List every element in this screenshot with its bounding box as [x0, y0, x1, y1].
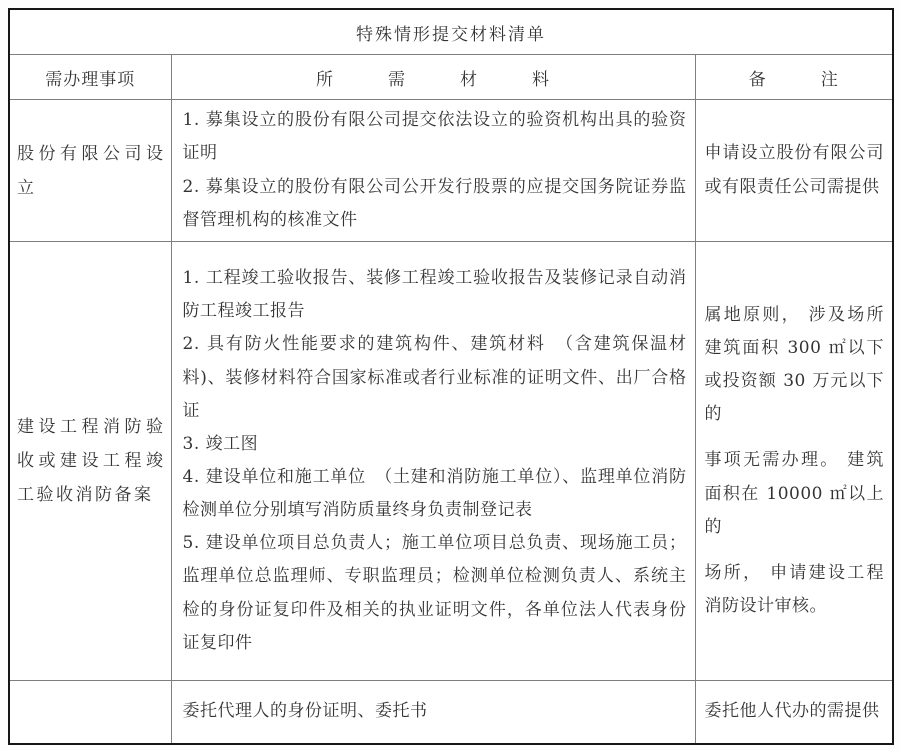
text-line: 2. 具有防火性能要求的建筑构件、建筑材料 （含建筑保温材料)、装修材料符合国家标准或者行业标准的证明文件、出厂合格证	[182, 334, 687, 421]
text-line: 场所， 申请建设工程消防设计审核。	[704, 562, 885, 616]
column-header-remarks: 备 注	[695, 55, 893, 100]
text-line: 委托代理人的身份证明、委托书	[182, 701, 428, 722]
special-materials-table	[8, 8, 894, 745]
text-line: 2. 募集设立的股份有限公司公开发行股票的应提交国务院证券监督管理机构的核准文件	[182, 176, 687, 230]
table-row-fire-inspection	[9, 242, 893, 681]
text-line: 属地原则， 涉及场所建筑面积 300 ㎡以下或投资额 30 万元以下的	[704, 304, 885, 425]
item-cell-empty	[9, 681, 171, 745]
text-line: 事项无需办理。 建筑面积在 10000 ㎡以上的	[704, 450, 885, 537]
remarks-cell-agent-delegation	[695, 681, 893, 745]
column-header-materials: 所 需 材 料	[171, 55, 695, 100]
document-page	[8, 8, 894, 745]
remarks-cell-company-establishment	[695, 100, 893, 242]
header-row	[9, 55, 893, 100]
materials-cell-agent-delegation	[171, 681, 695, 745]
title-row	[9, 9, 893, 55]
table-title: 特殊情形提交材料清单	[9, 9, 893, 55]
table-row-agent-delegation	[9, 681, 893, 745]
column-header-item: 需办理事项	[9, 55, 171, 100]
materials-cell-fire-inspection	[171, 242, 695, 681]
text-line: 委托他人代办的需提供	[704, 701, 880, 722]
text-line: 3. 竣工图	[182, 433, 259, 454]
table-row-company-establishment	[9, 100, 893, 242]
text-line: 申请设立股份有限公司或有限责任公司需提供	[704, 143, 885, 197]
text-line: 1. 工程竣工验收报告、装修工程竣工验收报告及装修记录自动消防工程竣工报告	[182, 268, 687, 322]
text-line: 1. 募集设立的股份有限公司提交依法设立的验资机构出具的验资证明	[182, 110, 687, 164]
item-cell-company-establishment: 股份有限公司设立	[9, 100, 171, 242]
item-cell-fire-inspection: 建设工程消防验收或建设工程竣工验收消防备案	[9, 242, 171, 681]
remarks-cell-fire-inspection	[695, 242, 893, 681]
text-line: 4. 建设单位和施工单位 （土建和消防施工单位）、监理单位消防检测单位分别填写消防质量终身负责制登记表	[182, 467, 687, 521]
materials-cell-company-establishment	[171, 100, 695, 242]
text-line: 5. 建设单位项目总负责人；施工单位项目总负责、现场施工员；监理单位总监理师、专职监理员；检测单位检测负责人、系统主检的身份证复印件及相关的执业证明文件，各单位法人代表身份证复印件	[182, 533, 687, 653]
